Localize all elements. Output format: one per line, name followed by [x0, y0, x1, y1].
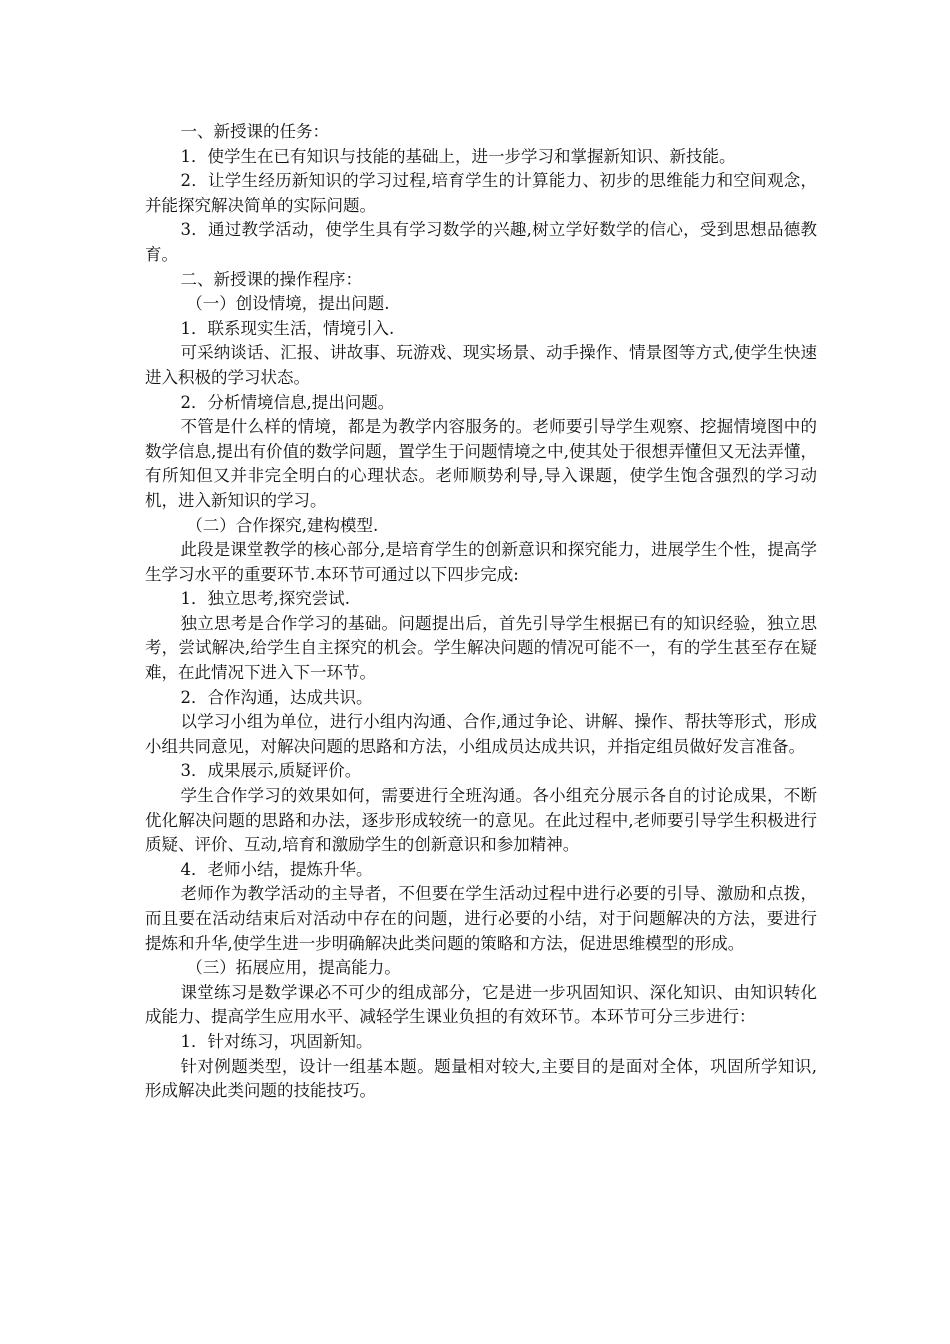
body-paragraph: 老师作为教学活动的主导者，不但要在学生活动过程中进行必要的引导、激励和点拨，而且要在活动结束后对活动中存在的问题，进行必要的小结，对于问题解决的方法，要进行提炼和升华,使学生进一步明确解决此类问题的策略和方法，促进思维模型的形成。 — [145, 884, 817, 953]
section-heading: 二、新授课的操作程序： — [180, 269, 362, 289]
step-heading: 1．联系现实生活，情境引入. — [180, 318, 395, 338]
subsection-heading: （一）创设情境，提出问题. — [186, 294, 390, 314]
step-heading: 4．老师小结，提炼升华。 — [180, 859, 373, 879]
step-heading: 2．合作沟通，达成共识。 — [180, 687, 373, 707]
body-paragraph: 以学习小组为单位，进行小组内沟通、合作,通过争论、讲解、操作、帮扶等形式，形成小组共同意见，对解决问题的思路和方法，小组成员达成共识，并指定组员做好发言准备。 — [145, 712, 817, 756]
list-item: 1．使学生在已有知识与技能的基础上，进一步学习和掌握新知识、新技能。 — [180, 146, 736, 166]
step-heading: 3．成果展示,质疑评价。 — [180, 761, 362, 781]
subsection-heading: （二）合作探究,建构模型. — [186, 515, 379, 535]
section-heading: 一、新授课的任务： — [180, 122, 329, 141]
body-paragraph: 可采纳谈话、汇报、讲故事、玩游戏、现实场景、动手操作、情景图等方式,使学生快速进入积极的学习状态。 — [145, 343, 817, 387]
body-paragraph: 不管是什么样的情境，都是为教学内容服务的。老师要引导学生观察、挖掘情境图中的数学信息,提出有价值的数学问题，置学生于问题情境之中,使其处于很想弄懂但又无法弄懂，有所知但又并非完全明白的心理状态。老师顺势利导,导入课题，使学生饱含强烈的学习动机，进入新知识的学习。 — [145, 417, 817, 510]
body-paragraph: 此段是课堂教学的核心部分,是培育学生的创新意识和探究能力，进展学生个性，提高学生学习水平的重要环节.本环节可通过以下四步完成: — [145, 540, 817, 584]
body-paragraph: 独立思考是合作学习的基础。问题提出后，首先引导学生根据已有的知识经验，独立思考，尝试解决,给学生自主探究的机会。学生解决问题的情况可能不一，有的学生甚至存在疑难，在此情况下进入下一环节。 — [145, 613, 817, 683]
step-heading: 1．针对练习，巩固新知。 — [180, 1031, 373, 1051]
body-paragraph: 课堂练习是数学课必不可少的组成部分，它是进一步巩固知识、深化知识、由知识转化成能力、提高学生应用水平、减轻学生课业负担的有效环节。本环节可分三步进行： — [145, 982, 817, 1027]
document-body — [145, 120, 817, 1104]
step-heading: 2．分析情境信息,提出问题。 — [180, 392, 395, 412]
body-paragraph: 针对例题类型，设计一组基本题。题量相对较大,主要目的是面对全体，巩固所学知识,形成解决此类问题的技能技巧。 — [145, 1056, 817, 1101]
step-heading: 1．独立思考,探究尝试. — [180, 589, 350, 609]
body-paragraph: 学生合作学习的效果如何，需要进行全班沟通。各小组充分展示各自的讨论成果，不断优化解决问题的思路和办法，逐步形成较统一的意见。在此过程中,老师要引导学生积极进行质疑、评价、互动,培育和激励学生的创新意识和参加精神。 — [145, 786, 817, 855]
subsection-heading: （三）拓展应用，提高能力。 — [186, 958, 401, 978]
list-item: 2．让学生经历新知识的学习过程,培育学生的计算能力、初步的思维能力和空间观念，并能探究解决简单的实际问题。 — [145, 171, 817, 215]
list-item: 3．通过教学活动，使学生具有学习数学的兴趣,树立学好数学的信心，受到思想品德教育。 — [145, 220, 817, 264]
